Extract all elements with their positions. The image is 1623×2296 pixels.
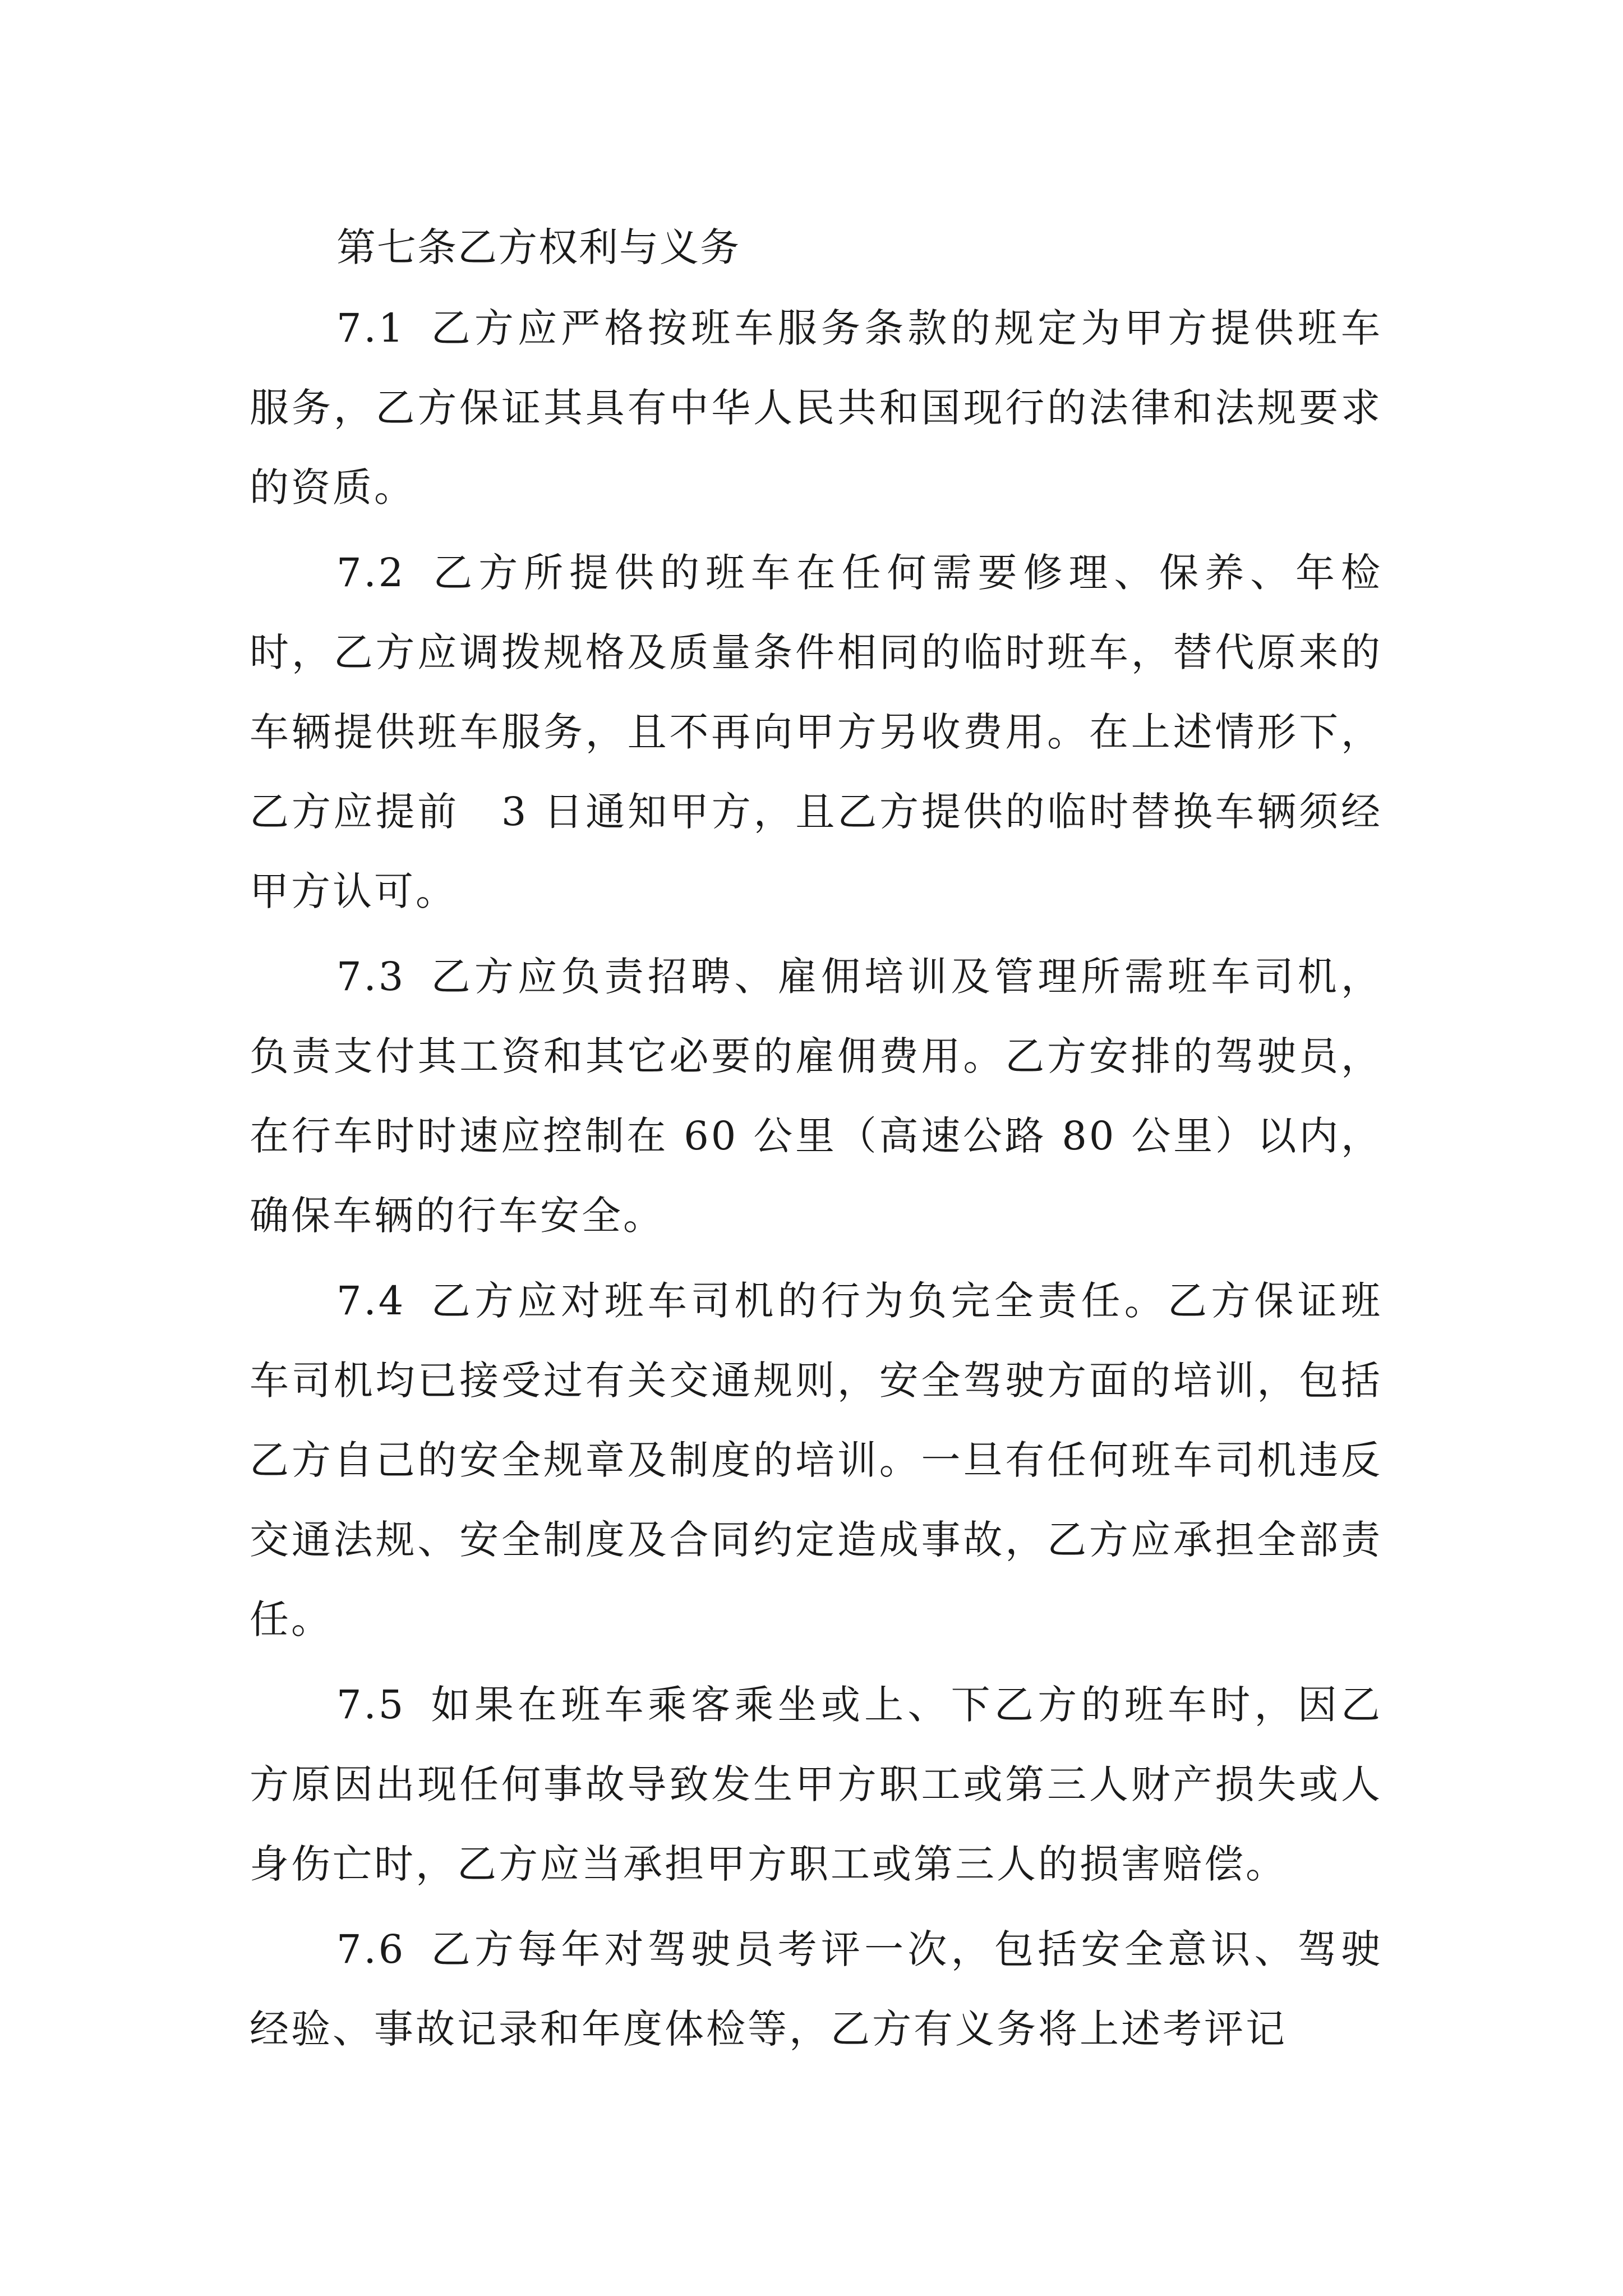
- clause-text: 如果在班车乘客乘坐或上、下乙方的班车时，因乙方原因出现任何事故导致发生甲方职工或第三人财产损失或人身伤亡时，乙方应当承担甲方职工或第三人的损害赔偿。: [250, 1682, 1382, 1887]
- clause-text: 乙方应负责招聘、雇佣培训及管理所需班车司机，负责支付其工资和其它必要的雇佣费用。乙方安排的驾驶员，在行车时时速应控制在 60 公里（高速公路 80 公里）以内，确保车辆的行车安全。: [250, 954, 1382, 1239]
- clause-text: 乙方应严格按班车服务条款的规定为甲方提供班车服务，乙方保证其具有中华人民共和国现行的法律和法规要求的资质。: [250, 305, 1382, 510]
- clause-7-2: [250, 533, 1382, 931]
- clause-text: 乙方每年对驾驶员考评一次，包括安全意识、驾驶经验、事故记录和年度体检等，乙方有义务将上述考评记: [250, 1926, 1382, 2052]
- clause-number: 7.4: [336, 1278, 406, 1324]
- clause-7-1: [250, 288, 1382, 527]
- clause-number: 7.3: [336, 954, 406, 1000]
- clause-7-4: [250, 1261, 1382, 1659]
- section-heading: 第七条乙方权利与义务: [336, 224, 740, 270]
- clause-7-3: [250, 937, 1382, 1255]
- clause-text: 乙方应对班车司机的行为负完全责任。乙方保证班车司机均已接受过有关交通规则，安全驾驶方面的培训，包括乙方自己的安全规章及制度的培训。一旦有任何班车司机违反交通法规、安全制度及合同约定造成事故，乙方应承担全部责任。: [250, 1278, 1382, 1642]
- clause-number: 7.5: [336, 1682, 406, 1728]
- document-body: [250, 208, 1382, 2074]
- clause-7-6: [250, 1910, 1382, 2069]
- clause-number: 7.1: [336, 305, 406, 351]
- clause-7-5: [250, 1665, 1382, 1904]
- clause-text: 乙方所提供的班车在任何需要修理、保养、年检时，乙方应调拨规格及质量条件相同的临时班车，替代原来的车辆提供班车服务，且不再向甲方另收费用。在上述情形下，乙方应提前 3 日通知甲方，且乙方提供的临时替换车辆须经甲方认可。: [250, 550, 1382, 914]
- clause-number: 7.2: [336, 550, 406, 596]
- clause-number: 7.6: [336, 1926, 406, 1972]
